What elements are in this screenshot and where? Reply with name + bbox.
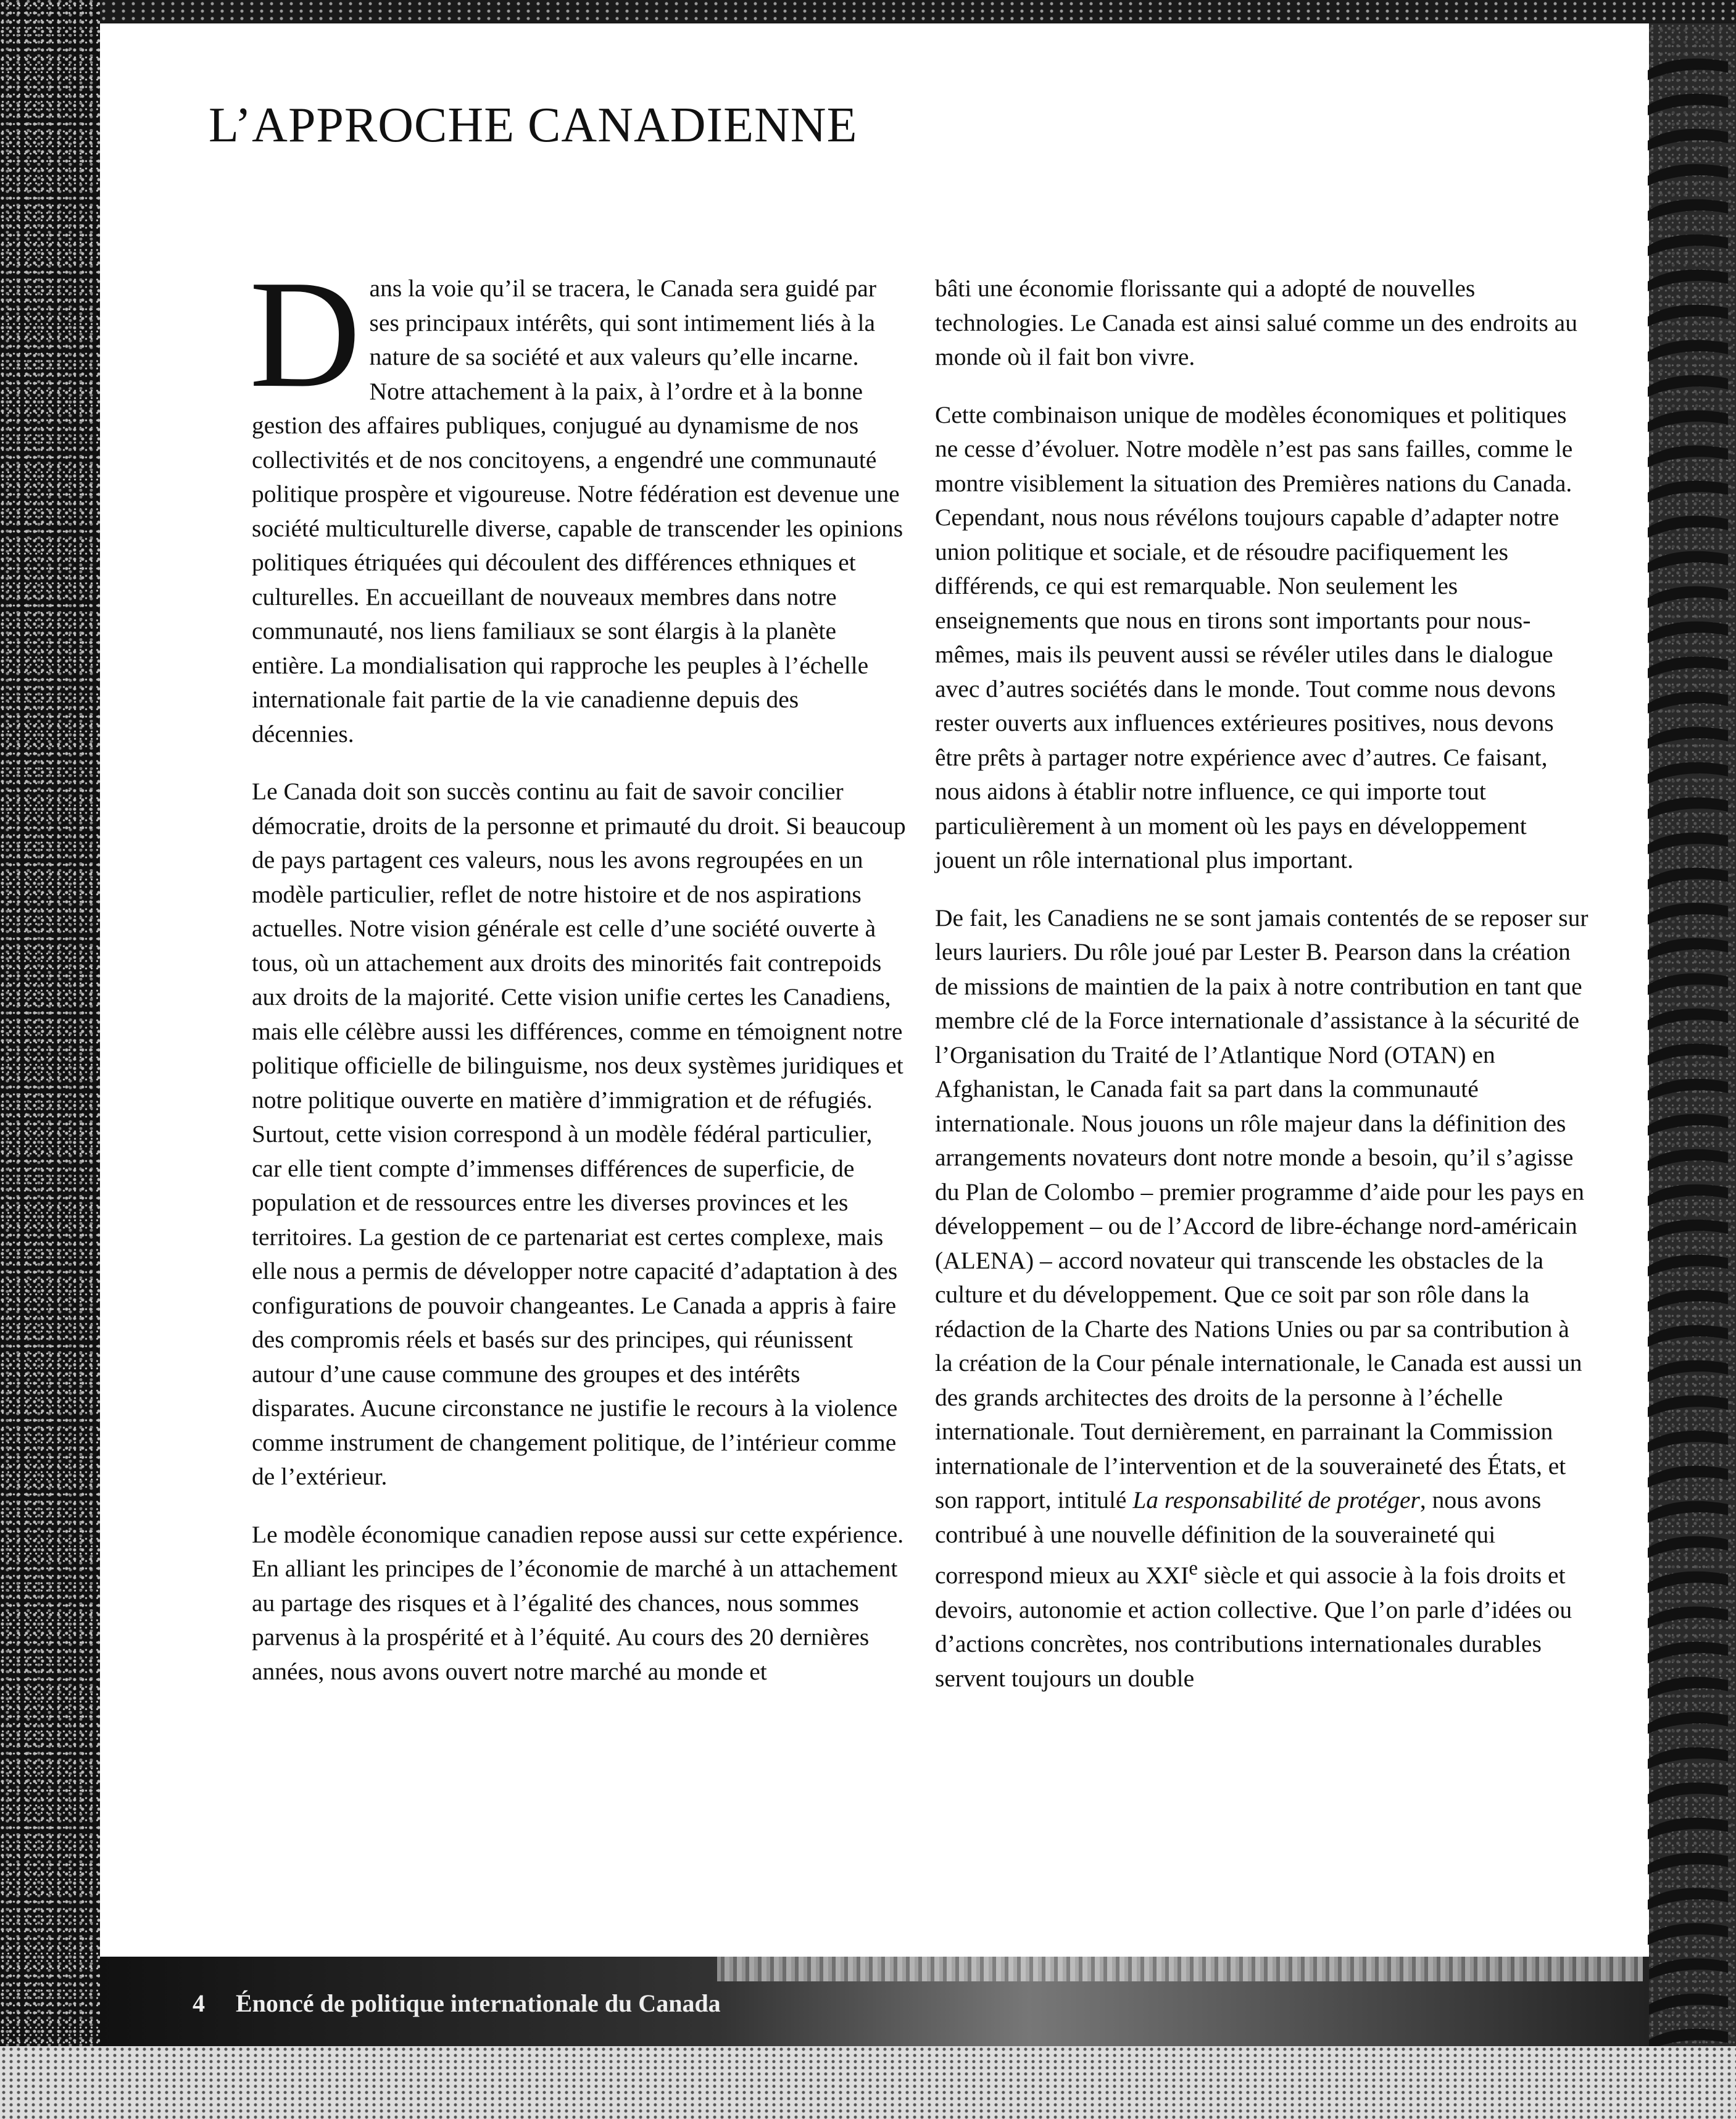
spiral-coil (1648, 305, 1728, 327)
spiral-coil (1648, 1959, 1728, 1980)
spiral-coil (1648, 1149, 1728, 1171)
spiral-coil (1648, 1079, 1728, 1101)
spiral-coil (1648, 1220, 1728, 1241)
page-title: L’APPROCHE CANADIENNE (209, 98, 858, 152)
spiral-coil (1648, 1501, 1728, 1523)
spiral-coil (1648, 938, 1728, 960)
paragraph-text: siècle et qui associe à la fois droits et devoirs, autonomie et action collective. Que l’on parle d’idées ou d’actions concrètes, nos contributions internationales durables servent toujours un double (935, 1562, 1572, 1692)
spiral-coil (1648, 1360, 1728, 1382)
spiral-coil (1648, 340, 1728, 362)
spiral-coil (1648, 1923, 1728, 1945)
spiral-coil (1648, 1536, 1728, 1558)
footer-label-group (193, 1989, 721, 2018)
paragraph-intro-text: ans la voie qu’il se tracera, le Canada sera guidé par ses principaux intérêts, qui sont intimement liés à la nature de sa société et aux valeurs qu’elle incarne. Notre attachement à la paix, à l’ordre et à la bonne gestion des affaires publiques, conjugué au dynamisme de nos collectivités et de nos concitoyens, a engendré une communauté politique prospère et vigoureuse. Notre fédération est devenue une société multiculturelle diverse, capable de transcender les opinions politiques étriquées qui découlent des différences ethniques et culturelles. En accueillant de nouveaux membres dans notre communauté, nos liens familiaux se sont élargis à la planète entière. La mondialisation qui rapproche les peuples à l’échelle internationale fait partie de la vie canadienne depuis des décennies. (252, 275, 903, 747)
spiral-coil (1648, 410, 1728, 432)
spiral-coil (1648, 1642, 1728, 1663)
spiral-coil (1648, 94, 1728, 115)
spiral-coil (1648, 1325, 1728, 1347)
spiral-coil (1648, 1009, 1728, 1030)
spiral-coil (1648, 516, 1728, 538)
paragraph-text: De fait, les Canadiens ne se sont jamais contentés de se reposer sur leurs lauriers. Du rôle joué par Lester B. Pearson dans la création de missions de maintien de la paix à notre contribution en tant que membre clé de la Force internationale d’assistance à la sécurité de l’Organisation du Traité de l’Atlantique Nord (OTAN) en Afghanistan, le Canada fait sa part dans la communauté internationale. Nous jouons un rôle majeur dans la définition des arrangements novateurs dont notre monde a besoin, qu’il s’agisse du Plan de Colombo – premier programme d’aide pour les pays en développement – ou de l’Accord de libre-échange nord-américain (ALENA) – accord novateur qui transcende les obstacles de la culture et du développement. Que ce soit par son rôle dans la rédaction de la Charte des Nations Unies ou par sa contribution à la création de la Cour pénale internationale, le Canada est aussi un des grands architectes des droits de la personne à l’échelle internationale. Tout dernièrement, en parrainant la Commission internationale de l’intervention et de la souveraineté des États, et son rapport, intitulé (935, 904, 1589, 1513)
spiral-coil (1648, 1888, 1728, 1910)
binding-bottom-edge (0, 2046, 1736, 2119)
spiral-coil (1648, 1290, 1728, 1312)
spiral-coil (1648, 1994, 1728, 2015)
spiral-coil (1648, 481, 1728, 502)
spiral-coil (1648, 1818, 1728, 1839)
text-column-right (935, 272, 1589, 1719)
footer-bar (100, 1957, 1649, 2046)
spiral-coil (1648, 1712, 1728, 1734)
spiral-coil (1648, 446, 1728, 467)
spiral-coil (1648, 1747, 1728, 1769)
spiral-coil (1648, 727, 1728, 749)
spiral-coil (1648, 1184, 1728, 1206)
spiral-coil (1648, 235, 1728, 256)
paragraph-text: , nous avons contribué à une nouvelle définition de la souveraineté qui correspond mieux au XXI (935, 1486, 1542, 1589)
paragraph: Le modèle économique canadien repose aussi sur cette expérience. En alliant les principes de l’économie de marché à un attachement au partage des risques et à l’égalité des chances, nous sommes parvenus à la prospérité et à l’équité. Au cours des 20 dernières années, nous avons ouvert notre marché au monde et (252, 1520, 904, 1685)
spiral-coil (1648, 1466, 1728, 1488)
spiral-coil (1648, 1255, 1728, 1276)
spiral-coil (1648, 1114, 1728, 1136)
spiral-coil (1648, 797, 1728, 819)
text-column-left (249, 249, 906, 1712)
spiral-coil (1648, 1572, 1728, 1593)
binding-left-edge (0, 0, 100, 2119)
spiral-coil (1648, 1044, 1728, 1065)
page-number: 4 (193, 1989, 205, 2017)
spiral-coil (1648, 657, 1728, 678)
spiral-coil (1648, 868, 1728, 889)
spiral-coil (1648, 375, 1728, 397)
footer-label: Énoncé de politique internationale du Canada (236, 1989, 721, 2017)
spiral-coil (1648, 1396, 1728, 1417)
spiral-coil (1648, 129, 1728, 151)
spiral-coil (1648, 1677, 1728, 1699)
binding-top-edge (0, 0, 1736, 23)
paragraph: Le Canada doit son succès continu au fait de savoir concilier démocratie, droits de la personne et primauté du droit. Si beaucoup de pays partagent ces valeurs, nous les avons regroupées en un modèle particulier, reflet de notre histoire et de nos aspirations actuelles. Notre vision générale est celle d’une société ouverte à tous, où un attachement aux droits des minorités fait contrepoids aux droits de la majorité. Cette vision unifie certes les Canadiens, mais elle célèbre aussi les différences, comme en témoignent notre politique officielle de bilinguisme, nos deux systèmes juridiques et notre politique ouverte en matière d’immigration et de réfugiés. Surtout, cette vision correspond à un modèle fédéral particulier, car elle tient compte d’immenses différences de superficie, de population et de ressources entre les diverses provinces et les territoires. La gestion de ce partenariat est certes complexe, mais elle nous a permis de développer notre capacité d’adaptation à des configurations de pouvoir changeantes. Le Canada a appris à faire des compromis réels et basés sur des principes, qui réunissent autour d’une cause commune des groupes et des intérêts disparates. Aucune circonstance ne justifie le recours à la violence comme instrument de changement politique, de l’intérieur comme de l’extérieur. (252, 778, 906, 1490)
paragraph: bâti une économie florissante qui a adopté de nouvelles technologies. Le Canada est ainsi salué comme un des endroits au monde où il fait bon vivre. (935, 275, 1577, 370)
spiral-coil (1648, 1853, 1728, 1875)
superscript: e (1189, 1557, 1198, 1580)
report-title: La responsabilité de protéger (1132, 1486, 1420, 1513)
spiral-coil (1648, 551, 1728, 573)
spiral-binding (1642, 37, 1736, 2074)
spiral-coil (1648, 270, 1728, 291)
paragraph-final (935, 901, 1589, 1696)
spiral-coil (1648, 1607, 1728, 1628)
footer-decoration (717, 1957, 1643, 1981)
spiral-coil (1648, 833, 1728, 854)
spiral-coil (1648, 903, 1728, 925)
spiral-coil (1648, 586, 1728, 608)
spiral-coil (1648, 59, 1728, 80)
spiral-coil (1648, 692, 1728, 714)
paragraph-intro (249, 249, 906, 751)
spiral-coil (1648, 622, 1728, 643)
spiral-coil (1648, 164, 1728, 186)
drop-cap: D (249, 249, 361, 420)
paragraph: Cette combinaison unique de modèles économiques et politiques ne cesse d’évoluer. Notre modèle n’est pas sans failles, comme le montre visiblement la situation des Premières nations du Canada. Cependant, nous nous révélons toujours capable d’adapter notre union politique et sociale, et de résoudre pacifiquement les différends, ce qui est remarquable. Non seulement les enseignements que nous en tirons sont importants pour nous-mêmes, mais ils peuvent aussi se révéler utiles dans le dialogue avec d’autres sociétés dans le monde. Tout comme nous devons rester ouverts aux influences extérieures positives, nous devons être prêts à partager notre expérience avec d’autres. Ce faisant, nous aidons à établir notre influence, ce qui importe tout particulièrement à un moment où les pays en développement jouent un rôle international plus important. (935, 401, 1573, 873)
spiral-coil (1648, 762, 1728, 784)
spiral-coil (1648, 1783, 1728, 1804)
spiral-coil (1648, 1431, 1728, 1452)
spiral-coil (1648, 199, 1728, 221)
spiral-coil (1648, 973, 1728, 995)
